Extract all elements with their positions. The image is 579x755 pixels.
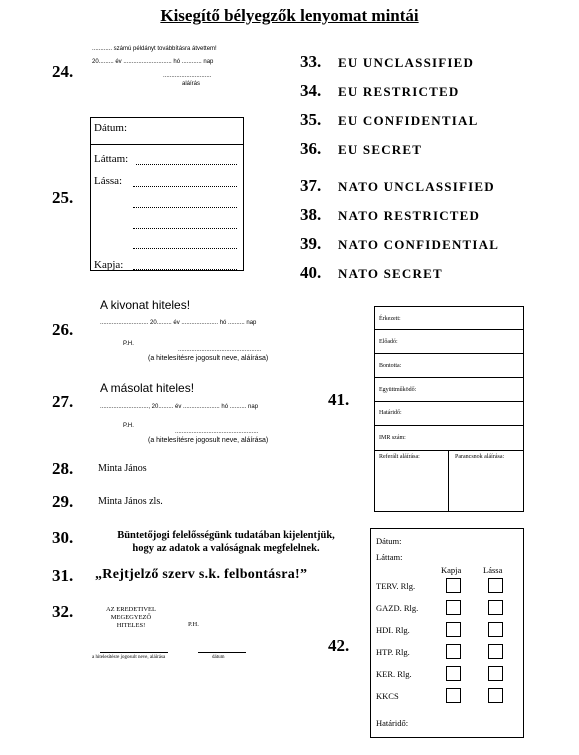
item-number-27: 27.: [52, 392, 74, 411]
stamp-29-text: Minta János zls.: [98, 496, 163, 507]
classification-item: [300, 234, 499, 254]
stamp-32-ph: P.H.: [188, 621, 199, 628]
stamp-32-line2: MEGEGYEZŐ: [110, 614, 152, 621]
stamp-24-line2: 20......... év ............................. hó ............ nap: [92, 59, 214, 65]
kapja-checkbox[interactable]: [446, 644, 461, 659]
classification-number: 33.: [300, 52, 322, 71]
stamp-25-dotline: [133, 248, 237, 249]
item-number-41: 41.: [328, 390, 350, 409]
item-number-30: 30.: [52, 528, 74, 547]
kapja-checkbox[interactable]: [446, 600, 461, 615]
stamp-41-row-divider: [375, 353, 523, 354]
classification-label: EU SECRET: [338, 142, 423, 157]
stamp-27-sigline: ..................................................: [175, 429, 259, 435]
stamp-26-sigline: ..................................................: [178, 347, 262, 353]
stamp-25-divider: [91, 144, 243, 145]
stamp-32-date-line: [198, 652, 246, 653]
stamp-41-col1-label: Referált aláírása:: [379, 454, 420, 460]
stamp-32-line1: AZ EREDETIVEL: [105, 606, 156, 613]
item-number-32: 32.: [52, 602, 74, 621]
classification-label: NATO CONFIDENTIAL: [338, 237, 500, 252]
classification-number: 34.: [300, 81, 322, 100]
lassa-checkbox[interactable]: [488, 644, 503, 659]
item-number-29: 29.: [52, 492, 74, 511]
stamp-32-sig-line: [100, 652, 168, 653]
stamp-42-row-label: KER. Rlg.: [376, 669, 412, 679]
stamp-42-hatarido: Határidő:: [376, 718, 409, 728]
stamp-24-line1: ............ számú példányt továbbításra átvettem!: [92, 46, 217, 52]
lassa-checkbox[interactable]: [488, 666, 503, 681]
classification-item: [300, 139, 422, 159]
stamp-25-dotline: [133, 186, 237, 187]
classification-number: 39.: [300, 234, 322, 253]
stamp-26-signature-label: (a hitelesítésre jogosult neve, aláírása): [148, 355, 269, 362]
stamp-25-lassa: Lássa:: [94, 175, 123, 187]
stamp-30-line2: hogy az adatok a valóságnak megfelelnek.: [132, 543, 320, 554]
stamp-41-row-label: Határidő:: [379, 410, 402, 416]
stamp-31-text: „Rejtjelző szerv s.k. felbontásra!”: [95, 567, 308, 582]
stamp-25-box: [90, 117, 244, 271]
classification-item: [300, 52, 474, 72]
stamp-32-line3: HITELES!: [116, 622, 146, 629]
stamp-41-row-label: Érkezett:: [379, 316, 401, 322]
classification-number: 35.: [300, 110, 322, 129]
stamp-41-row-divider: [375, 377, 523, 378]
lassa-checkbox[interactable]: [488, 578, 503, 593]
stamp-24-line3: .............................: [163, 73, 212, 79]
item-number-25: 25.: [52, 188, 74, 207]
stamp-25-datum: Dátum:: [94, 122, 127, 134]
stamp-41-column-divider: [448, 450, 449, 511]
classification-label: NATO RESTRICTED: [338, 208, 481, 223]
stamp-42-row-label: HTP. Rlg.: [376, 647, 410, 657]
kapja-checkbox[interactable]: [446, 688, 461, 703]
classification-label: NATO UNCLASSIFIED: [338, 179, 495, 194]
stamp-27-heading: A másolat hiteles!: [100, 381, 195, 395]
stamp-42-row-label: HDI. Rlg.: [376, 625, 410, 635]
item-number-26: 26.: [52, 320, 74, 339]
item-number-24: 24.: [52, 62, 74, 81]
lassa-checkbox[interactable]: [488, 622, 503, 637]
stamp-28-text: Minta János: [98, 463, 147, 474]
classification-item: [300, 81, 459, 101]
stamp-41-row-divider: [375, 450, 523, 451]
stamp-27-ph: P.H.: [123, 423, 134, 429]
stamp-25-dotline: [136, 164, 237, 165]
stamp-25-dotline: [133, 269, 237, 270]
stamp-26-date: ............................. 20......... év ...................... hó .......... nap: [100, 320, 257, 326]
classification-label: EU RESTRICTED: [338, 84, 460, 99]
stamp-27-signature-label: (a hitelesítésre jogosult neve, aláírása): [148, 437, 269, 444]
stamp-41-row-divider: [375, 329, 523, 330]
classification-number: 36.: [300, 139, 322, 158]
stamp-41-row-divider: [375, 425, 523, 426]
item-number-31: 31.: [52, 566, 74, 585]
stamp-42-row-label: GAZD. Rlg.: [376, 603, 419, 613]
classification-item: [300, 176, 495, 196]
classification-label: EU UNCLASSIFIED: [338, 55, 475, 70]
stamp-42-row-label: TERV. Rlg.: [376, 581, 416, 591]
stamp-41-col2-label: Parancsnok aláírása:: [455, 454, 505, 460]
page-title: Kisegítő bélyegzők lenyomat mintái: [160, 6, 419, 25]
stamp-42-kapja-header: Kapja: [441, 565, 462, 575]
stamp-32-signature-label: a hitelesítésre jogosult neve, aláírása: [92, 655, 166, 660]
kapja-checkbox[interactable]: [446, 666, 461, 681]
stamp-26-ph: P.H.: [123, 341, 134, 347]
classification-number: 38.: [300, 205, 322, 224]
classification-label: NATO SECRET: [338, 266, 443, 281]
stamp-32-block: [96, 606, 166, 630]
stamp-41-row-label: Bontotta:: [379, 363, 402, 369]
lassa-checkbox[interactable]: [488, 600, 503, 615]
stamp-41-row-label: Előadó:: [379, 339, 398, 345]
stamp-30-line1: Büntetőjogi felelősségünk tudatában kijelentjük,: [117, 530, 335, 541]
classification-number: 37.: [300, 176, 322, 195]
item-number-28: 28.: [52, 459, 74, 478]
stamp-41-row-label: Együttműködő:: [379, 387, 417, 393]
stamp-26-heading: A kivonat hiteles!: [100, 298, 191, 312]
classification-item: [300, 263, 443, 283]
stamp-42-box: [370, 528, 524, 738]
stamp-42-row-label: KKCS: [376, 691, 399, 701]
classification-number: 40.: [300, 263, 322, 282]
lassa-checkbox[interactable]: [488, 688, 503, 703]
kapja-checkbox[interactable]: [446, 622, 461, 637]
classification-label: EU CONFIDENTIAL: [338, 113, 479, 128]
stamp-41-row-divider: [375, 401, 523, 402]
stamp-42-datum: Dátum:: [376, 536, 402, 546]
stamp-41-row-label: IMR szám:: [379, 435, 406, 441]
stamp-42-lassa-header: Lássa: [483, 565, 503, 575]
stamp-25-dotline: [133, 207, 237, 208]
stamp-32-date-label: dátum: [212, 655, 225, 660]
stamp-27-date: ............................., 20......... év ...................... hó .......... nap: [100, 404, 259, 410]
stamp-41-box: [374, 306, 524, 512]
classification-item: [300, 205, 480, 225]
item-number-42: 42.: [328, 636, 350, 655]
stamp-25-kapja: Kapja:: [94, 259, 124, 271]
classification-item: [300, 110, 478, 130]
kapja-checkbox[interactable]: [446, 578, 461, 593]
stamp-42-lattam: Láttam:: [376, 552, 403, 562]
stamp-24-signature-label: aláírás: [182, 81, 201, 87]
stamp-25-lattam: Láttam:: [94, 153, 129, 165]
stamp-25-dotline: [133, 228, 237, 229]
stamp-30-text: [95, 529, 357, 555]
